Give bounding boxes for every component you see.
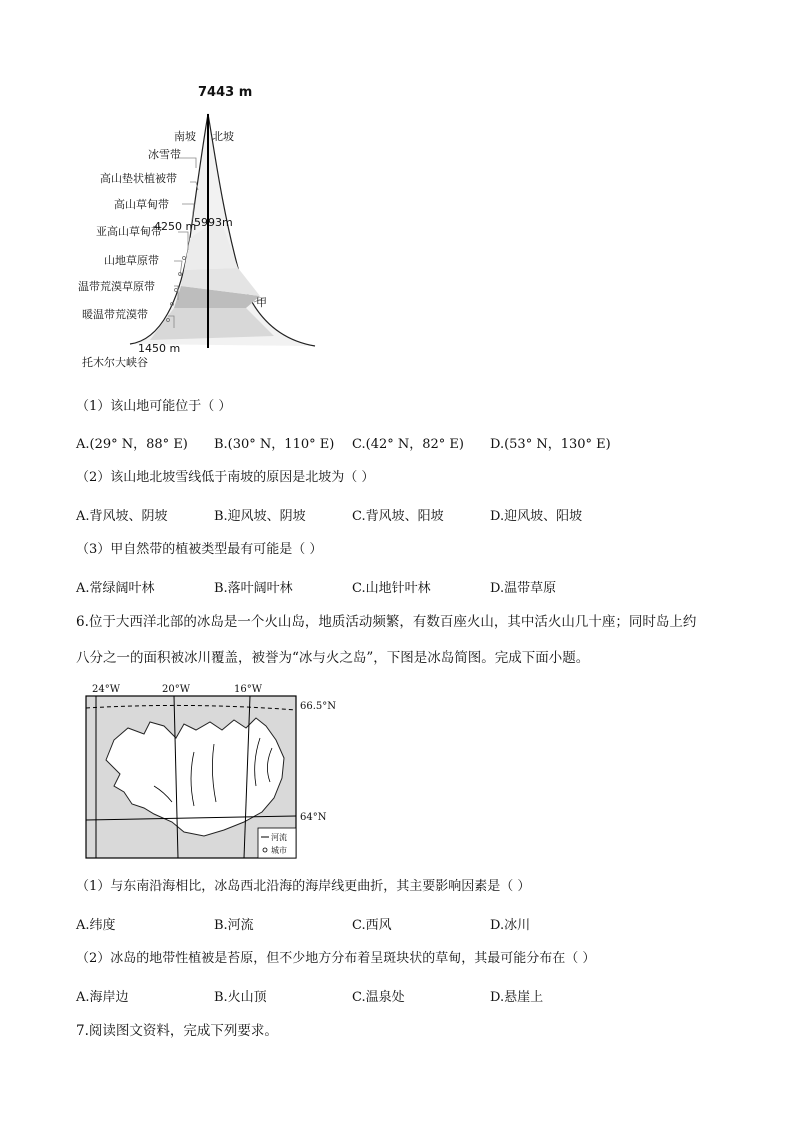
q7-stem: 7.阅读图文资料，完成下列要求。: [76, 1023, 278, 1039]
q6-sub2-options: [76, 986, 726, 1004]
lon-24w: 24°W: [92, 684, 121, 695]
option-d[interactable]: D.迎风坡、阳坡: [490, 509, 583, 524]
elevation-4250: 4250 m: [154, 220, 197, 233]
q6-sub2: （2）冰岛的地带性植被是苔原，但不少地方分布着呈斑块状的草甸，其最可能分布在（ ）: [76, 951, 596, 966]
zone-label-alpine-cushion: 高山垫状植被带: [100, 172, 177, 185]
zone-label-desert-steppe: 温带荒漠草原带: [78, 280, 155, 293]
q6-stem-line1: 6.位于大西洋北部的冰岛是一个火山岛，地质活动频繁，有数百座火山，其中活火山几十座；同时岛上约: [76, 614, 697, 630]
option-a[interactable]: A.海岸边: [76, 990, 129, 1005]
option-b[interactable]: B.(30° N，110° E): [214, 437, 335, 452]
lon-20w: 20°W: [162, 684, 191, 695]
zone-jia-label: 甲: [256, 296, 267, 309]
option-b[interactable]: B.迎风坡、阴坡: [214, 509, 306, 524]
option-c[interactable]: C.温泉处: [352, 990, 405, 1005]
elevation-1450: 1450 m: [138, 342, 181, 355]
lat-66-5n: 66.5°N: [300, 701, 337, 712]
legend-city: 城市: [271, 846, 287, 855]
zone-label-subalpine-meadow: 亚高山草甸带: [96, 225, 162, 238]
option-c[interactable]: C.西风: [352, 918, 392, 933]
q6-stem-line2: 八分之一的面积被冰川覆盖，被誉为“冰与火之岛”，下图是冰岛简图。完成下面小题。: [76, 650, 590, 666]
mountain-zonation-figure: [70, 78, 330, 378]
lat-64n: 64°N: [300, 812, 327, 823]
option-d[interactable]: D.(53° N，130° E): [490, 437, 611, 452]
elevation-5993: 5993m: [194, 216, 233, 229]
q5-sub3: （3）甲自然带的植被类型最有可能是（ ）: [76, 542, 323, 557]
q6-sub1-options: [76, 914, 726, 932]
q5-sub3-options: [76, 577, 726, 595]
option-b[interactable]: B.落叶阔叶林: [214, 581, 293, 596]
option-c[interactable]: C.山地针叶林: [352, 581, 431, 596]
option-a[interactable]: A.常绿阔叶林: [76, 581, 155, 596]
q5-sub1-options: [76, 433, 726, 451]
q5-sub2-options: [76, 505, 726, 523]
zone-label-alpine-meadow: 高山草甸带: [114, 198, 169, 211]
summit-elevation: 7443 m: [198, 85, 253, 100]
north-slope-label: 北坡: [212, 130, 234, 143]
option-c[interactable]: C.背风坡、阳坡: [352, 509, 444, 524]
south-slope-label: 南坡: [174, 130, 196, 143]
option-a[interactable]: A.(29° N，88° E): [76, 437, 188, 452]
option-d[interactable]: D.冰川: [490, 918, 531, 933]
option-b[interactable]: B.火山顶: [214, 990, 267, 1005]
q5-sub2: （2）该山地北坡雪线低于南坡的原因是北坡为（ ）: [76, 470, 375, 485]
option-b[interactable]: B.河流: [214, 918, 254, 933]
option-a[interactable]: A.背风坡、阴坡: [76, 509, 168, 524]
q6-sub1: （1）与东南沿海相比，冰岛西北沿海的海岸线更曲折，其主要影响因素是（ ）: [76, 879, 531, 894]
zone-label-canyon: 托木尔大峡谷: [82, 356, 148, 369]
zone-label-mountain-steppe: 山地草原带: [104, 254, 159, 267]
option-d[interactable]: D.悬崖上: [490, 990, 544, 1005]
lon-16w: 16°W: [234, 684, 263, 695]
option-d[interactable]: D.温带草原: [490, 581, 557, 596]
zone-label-snow: 冰雪带: [148, 148, 181, 161]
option-c[interactable]: C.(42° N，82° E): [352, 437, 464, 452]
legend-river: 河流: [271, 833, 287, 842]
iceland-map: [84, 682, 354, 862]
option-a[interactable]: A.纬度: [76, 918, 116, 933]
q5-sub1: （1）该山地可能位于（ ）: [76, 399, 232, 414]
zone-label-warm-desert: 暖温带荒漠带: [82, 308, 148, 321]
